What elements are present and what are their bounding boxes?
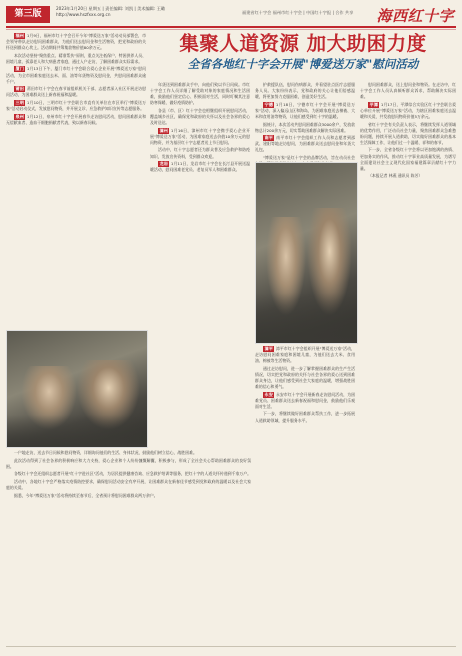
region-tag: 漳州 (159, 127, 168, 133)
article-paragraph (150, 161, 250, 173)
paragraph-text: 1月17日，平潭综合实验区红十字会联合爱心单位开展"博爱送万家"活动，为辖区困难家庭送去温暖和关爱，共发放慰问物资价值5万余元。 (360, 101, 456, 119)
region-tag: 南平 (264, 135, 273, 141)
article-paragraph (255, 392, 355, 410)
paragraph-text: 1月10日，三明市红十字会联合市直有关单位在市区举行"博爱送万家"活动启动仪式，发放慰问物资，并开展义诊、应急救护知识宣传等志愿服务。 (6, 99, 146, 112)
article-paragraph (360, 102, 456, 120)
paragraph-text: 永安市红十字会开展新春走访慰问活动，为困难党员、困难群众送去新春祝福和慰问金，鼓励他们乐观面对生活。 (255, 391, 355, 409)
paragraph-text: 此次活动得到了社会各界的积极响应和大力支持，爱心企业和个人纷纷慷慨解囊，积极参与，形成了全社会关心帮助困难群众的良好氛围。 (6, 457, 251, 469)
region-tag: 永安 (264, 391, 273, 397)
region-tag: 泉州 (15, 113, 24, 119)
article-column-3 (255, 82, 355, 161)
region-tag: 莆田 (15, 86, 24, 92)
region-tag: 平潭 (369, 101, 378, 107)
article-paragraph (6, 479, 251, 491)
paragraph-text: 下一步，全省各级红十字会将以更加饱满的热情、更加务实的作风，推动红十字事业高质量发展，为谱写全面建设社会主义现代化国家福建篇章贡献红十字力量。 (360, 147, 456, 171)
article-paragraph (6, 450, 251, 456)
footer-rule (6, 646, 456, 647)
article-paragraph (150, 147, 250, 159)
article-paragraph (255, 122, 355, 134)
paragraph-text: 1月16日，漳州市红十字会携手爱心企业开展"博爱送万家"活动，为困难家庭送去价值10余万元的慰问物资，并为基层红十字志愿者送上节日慰问。 (150, 127, 250, 145)
article-column-6 (255, 346, 355, 644)
paragraph-text: 1月11日，龙岩市红十字会在长汀县开展送温暖活动，慰问困难老党员、老复员军人和困难群众。 (150, 161, 250, 173)
region-tag: 龙岩 (159, 161, 168, 167)
paragraph-text: 1月18日，宁德市红十字会开展"博爱送万家"活动，深入偏远山区和海岛，为困难家庭送去棉被、大米和食用油等物资，让他们感受到红十字的温暖。 (255, 101, 355, 119)
region-tag: 厦门 (15, 66, 24, 72)
masthead-date-line: 2023年1月20日 星期五 | 责任编辑: 刘凯 | 美术编辑: 王璐 (56, 6, 165, 11)
article-paragraph (360, 122, 456, 146)
article-paragraph (6, 33, 146, 51)
photo-left (6, 330, 148, 448)
paragraph-text: 通过走访慰问，进一步了解掌握困难群众的生产生活情况，切实把党和政府的关怀与社会各界的爱心送到困难群众身边，让他们感受到社会大家庭的温暖，增强战胜困难的信心和勇气。 (255, 365, 355, 390)
paragraph-text: 本次活动坚持"聚焦重点、精准帮扶"原则，重点关注低保户、特困供养人员、困境儿童、孤寡老人和大病患者家庭，通过入户走访，了解困难群众实际需求。 (6, 52, 146, 64)
paragraph-text: 南平市红十字会组织工作人员和志愿者到邵武、建阳等地走访慰问，为困难群众送去慰问金和年货大礼包。 (255, 135, 355, 153)
article-paragraph (6, 53, 146, 65)
article-paragraph (150, 108, 250, 126)
article-paragraph (255, 82, 355, 100)
masthead-divider (6, 26, 456, 28)
paragraph-text: 据悉，今年"博爱送万家"活动将持续至春节后，全省预计将慰问困难群众两万余户。 (14, 492, 158, 498)
article-column-2 (150, 82, 250, 442)
article-paragraph (150, 82, 250, 106)
article-paragraph (6, 458, 251, 470)
article-paragraph (6, 471, 251, 477)
paragraph-text: 活动中，各地红十字会严格落实疫情防控要求，确保慰问活动安全有序开展，让困难群众在新春佳节感受到党和政府的温暖以及社会大家庭的关爱。 (6, 478, 251, 490)
paragraph-text: （本报记者 林燕 通讯员 陈芳） (368, 173, 423, 179)
paragraph-text: 省红十字会有关负责人表示，将继续发挥人道领域的优势作用，广泛动员社会力量，聚焦困难群众急难愁盼问题，持续开展人道救助，切实做好困难群众的基本生活保障工作，让他们过一个温暖、祥和的春节。 (360, 121, 456, 145)
sub-headline: 全省各地红十字会开展"博爱送万家"慰问活动 (187, 57, 419, 71)
region-tag: 宁德 (264, 101, 273, 107)
region-tag: 漳平 (264, 346, 273, 351)
masthead-info (56, 6, 226, 18)
article-paragraph (6, 66, 146, 84)
paragraph-text: 漳平市红十字会组织开展"博爱送万家"活动，走访慰问困难家庭和困境儿童，为他们送去大米、食用油、棉被等生活物资。 (255, 346, 355, 364)
article-paragraph (255, 346, 355, 364)
paragraph-text: 一户地走访，送去节日问候和慰问物资，详细询问他们的生活、身体状况，鼓励他们树立信心，战胜困难。 (14, 450, 197, 455)
paragraph-text: 慰问困难群众，送上慰问金和物资。在走访中，红十字会工作人员认真倾听群众诉求，帮助解决实际困难。 (360, 82, 456, 100)
paragraph-text: 莆田市红十字会在春节前组织机关干部、志愿者深入社区开展走访慰问活动，为困难群众送上新春祝福和温暖。 (6, 86, 146, 98)
paragraph-text: 年货送到困难群众手中，向他们致以节日问候。市红十字会工作人员详细了解受助对象的家庭情况和生活困难，鼓励他们坚定信心、积极面对生活，同时叮嘱其注意防寒保暖、做好疫情防护。 (150, 82, 250, 106)
paragraph-text: 各县（市、区）红十字会也相继组织开展慰问活动，覆盖城乡社区，确保党和政府的关怀以及社会各界的爱心及时送达。 (150, 107, 250, 126)
paragraph-text: 1月12日，泉州市红十字会开展春节走访慰问活动，慰问困难群众和无偿献血者、造血干细胞捐献者代表，致以新春问候。 (6, 113, 146, 125)
paragraph-text: "博爱送万家"是红十字会的品牌活动，旨在动员社会 (263, 155, 355, 161)
article-paragraph (255, 135, 355, 153)
masthead-divider-thin (6, 29, 456, 30)
article-column-1 (6, 33, 146, 325)
region-tag: 三明 (15, 99, 24, 105)
photo-right (255, 162, 358, 344)
article-paragraph (6, 86, 146, 98)
article-column-4 (360, 82, 456, 442)
paragraph-text: 下一步，将继续做好困难群众帮扶工作，进一步拓展人道救助领域，提升服务水平。 (255, 411, 355, 423)
paragraph-text: 1月9日，福州市红十字会召开今年"博爱送万家"活动动员部署会，市会领导带队走访慰问困难群众，为他们送去慰问金和生活物资，把党和政府的关怀送到群众心坎上。活动期间共筹集款物价值80余万元。 (6, 33, 146, 51)
article-paragraph (360, 82, 456, 100)
paragraph-text: 各级红十字会还组织志愿者开展"红十字进社区"活动，为居民提供健康咨询、应急救护培训等服务，把红十字的人道关怀传递到千家万户。 (14, 471, 252, 477)
headline-block (150, 32, 456, 80)
article-paragraph (360, 147, 456, 171)
masthead-website[interactable]: http://www.hszfxxx.org.cn (56, 12, 111, 17)
newspaper-name: 海西红十字 (376, 7, 454, 25)
paragraph-text: 1月13日下午，厦门市红十字会联合爱心企业开展"博爱送万家"慰问活动，为全市困难家庭送去米、面、油等年货物资及慰问金，共慰问困难群众逾千户。 (6, 66, 146, 84)
region-tag: 福州 (15, 33, 24, 38)
article-paragraph (6, 114, 146, 126)
article-column-5 (6, 450, 251, 644)
paragraph-text: 活动中，红十字志愿者还为群众普及应急救护和防疫知识，发放宣传资料，受到群众欢迎。 (150, 147, 250, 159)
article-paragraph (255, 366, 355, 390)
main-headline: 集聚人道资源 加大助困力度 (179, 32, 427, 55)
article-paragraph (150, 128, 250, 146)
article-paragraph (6, 493, 251, 499)
edition-badge: 第三版 (6, 6, 50, 23)
article-paragraph (255, 411, 355, 423)
masthead-center-info: 福建省红十字会 福州市红十字会 | 中国红十字报 | 合作 共享 (242, 10, 354, 15)
article-paragraph (360, 173, 456, 179)
paragraph-text: 据统计，本次活动共慰问困难群众3000余户，发放款物总计200余万元，切实帮助困难群众解决实际困难。 (255, 121, 355, 133)
article-paragraph (255, 102, 355, 120)
article-paragraph (6, 100, 146, 112)
paragraph-text: 护救援队伍，慰问伤病群众，并看望驻点医疗志愿服务人员。大家纷纷表示，党和政府的关心让他们倍感温暖，将更加努力克服困难，创造美好生活。 (255, 82, 355, 100)
